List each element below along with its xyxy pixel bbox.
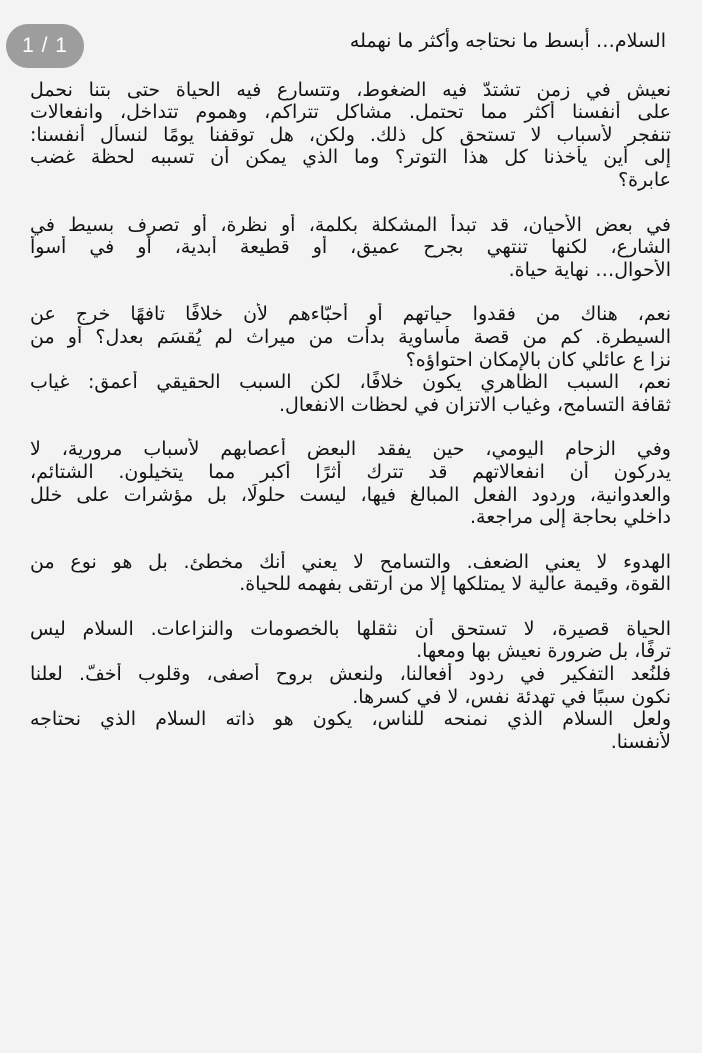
text-line: نزا ع عائلي كان بالإمكان احتواؤه؟ <box>405 348 671 371</box>
text-line: السيطرة. كم من قصة مأساوية بدأت من ميراث لم يُقسَم بعدل؟ أو من <box>30 325 671 348</box>
text-line: داخلي بحاجة إلى مراجعة. <box>470 506 671 529</box>
text-line: الحياة قصيرة، لا تستحق أن نثقلها بالخصومات والنزاعات. السلام ليس <box>30 617 671 640</box>
text-line: على أنفسنا أكثر مما تحتمل. مشاكل تتراكم، وهموم تتداخل، وانفعالات <box>30 101 671 124</box>
text-line: نعيش في زمن تشتدّ فيه الضغوط، وتتسارع فيه الحياة حتى بتنا نحمل <box>30 78 671 101</box>
paragraph-4 <box>30 371 671 416</box>
text-line: لأنفسنا. <box>610 730 671 753</box>
article-title: السلام… أبسط ما نحتاجه وأكثر ما نهمله <box>349 30 666 52</box>
text-line: نعم، السبب الظاهري يكون خلافًا، لكن السبب الحقيقي أعمق: غياب <box>30 371 671 394</box>
paragraph-6 <box>30 551 671 596</box>
text-line: الأحوال… نهاية حياة. <box>508 258 671 281</box>
text-line: الشارع، لكنها تنتهي بجرح عميق، أو قطيعة أبدية، أو في أسوأ <box>30 236 671 259</box>
text-line: نعم، هناك من فقدوا حياتهم أو أحبّاءهم لأن خلافًا تافهًا خرج عن <box>30 303 671 326</box>
text-line: فلنُعد التفكير في ردود أفعالنا، ولنعش بروح أصفى، وقلوب أخفّ. لعلنا <box>30 663 671 686</box>
text-line: ولعل السلام الذي نمنحه للناس، يكون هو ذاته السلام الذي نحتاجه <box>30 708 671 731</box>
text-line: عابرة؟ <box>618 168 671 191</box>
paragraph-2 <box>30 214 671 282</box>
text-line: في بعض الأحيان، قد تبدأ المشكلة بكلمة، أو نظرة، أو تصرف بسيط في <box>30 213 671 236</box>
text-line: القوة، وقيمة عالية لا يمتلكها إلا من ارتقى بفهمه للحياة. <box>239 573 671 596</box>
text-line: تنفجر لأسباب لا تستحق كل ذلك. ولكن، هل توقفنا يومًا لنسأل أنفسنا: <box>30 123 671 146</box>
document-body <box>30 30 671 753</box>
page-indicator: 1 / 1 <box>6 24 84 68</box>
text-line: الهدوء لا يعني الضعف. والتسامح لا يعني أنك مخطئ. بل هو نوع من <box>30 550 671 573</box>
paragraph-9 <box>30 708 671 753</box>
text-line: يدركون أن انفعالاتهم قد تترك أثرًا أكبر مما يتخيلون. الشتائم، <box>30 460 671 483</box>
paragraph-8 <box>30 663 671 708</box>
paragraph-1 <box>30 79 671 192</box>
text-line: إلى أين يأخذنا كل هذا التوتر؟ وما الذي يمكن أن تسببه لحظة غضب <box>30 146 671 169</box>
text-line: والعدوانية، وردود الفعل المبالغ فيها، ليست حلولًا، بل مؤشرات على خلل <box>30 483 671 506</box>
paragraph-3 <box>30 303 671 371</box>
paragraph-5 <box>30 438 671 528</box>
text-line: نكون سببًا في تهدئة نفس، لا في كسرها. <box>352 685 671 708</box>
text-line: وفي الزحام اليومي، حين يفقد البعض أعصابهم لأسباب مرورية، لا <box>30 438 671 461</box>
text-line: ثقافة التسامح، وغياب الاتزان في لحظات الانفعال. <box>279 393 671 416</box>
paragraph-7 <box>30 618 671 663</box>
text-line: ترفًا، بل ضرورة نعيش بها ومعها. <box>416 640 671 663</box>
